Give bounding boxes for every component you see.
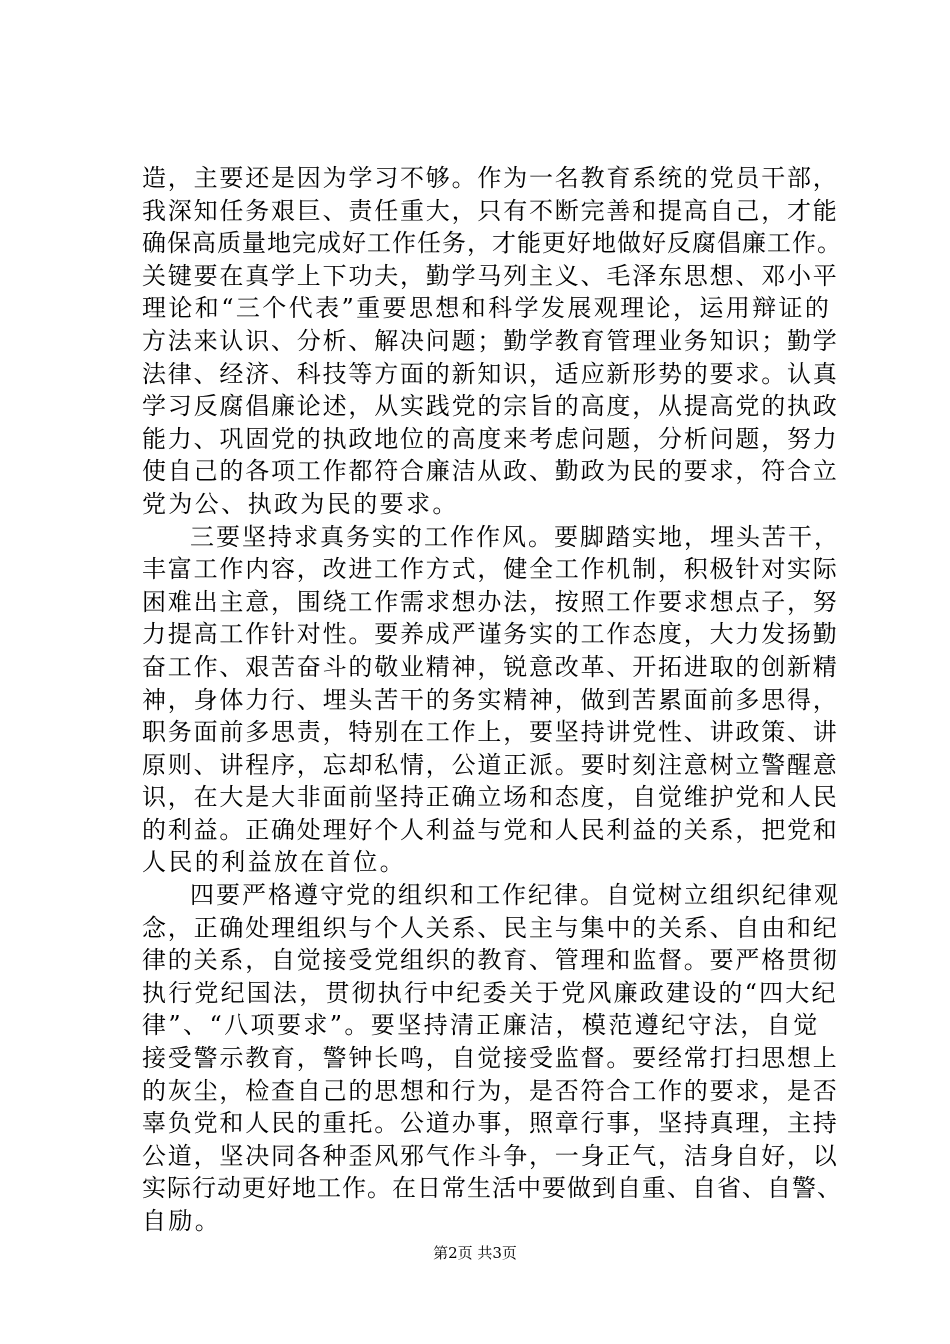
text-line: 方法来认识、分析、解决问题；勤学教育管理业务知识；勤学	[142, 326, 839, 355]
text-line: 党为公、执政为民的要求。	[142, 489, 459, 518]
text-line: 我深知任务艰巨、责任重大，只有不断完善和提高自己，才能	[142, 196, 839, 225]
text-line: 使自己的各项工作都符合廉洁从政、勤政为民的要求，符合立	[142, 457, 839, 486]
text-line: 律的关系，自觉接受党组织的教育、管理和监督。要严格贯彻	[142, 946, 839, 975]
text-line: 的灰尘，检查自己的思想和行为，是否符合工作的要求，是否	[142, 1076, 839, 1105]
text-line: 的利益。正确处理好个人利益与党和人民利益的关系，把党和	[142, 815, 839, 844]
text-line: 学习反腐倡廉论述，从实践党的宗旨的高度，从提高党的执政	[142, 392, 839, 421]
text-line: 公道，坚决同各种歪风邪气作斗争，一身正气，洁身自好，以	[142, 1141, 839, 1170]
text-line: 辜负党和人民的重托。公道办事，照章行事，坚持真理，主持	[142, 1109, 839, 1138]
text-line: 困难出主意，围绕工作需求想办法，按照工作要求想点子，努	[142, 587, 839, 616]
text-line: 奋工作、艰苦奋斗的敬业精神，锐意改革、开拓进取的创新精	[142, 652, 839, 681]
text-line: 原则、讲程序，忘却私情，公道正派。要时刻注意树立警醒意	[142, 750, 839, 779]
text-line: 丰富工作内容，改进工作方式，健全工作机制，积极针对实际	[142, 555, 839, 584]
text-line: 人民的利益放在首位。	[142, 848, 406, 877]
text-line: 造，主要还是因为学习不够。作为一名教育系统的党员干部，	[142, 164, 839, 192]
page-footer: 第2页 共3页	[433, 1244, 517, 1262]
text-line: 念，正确处理组织与个人关系、民主与集中的关系、自由和纪	[142, 913, 839, 942]
text-line: 实际行动更好地工作。在日常生活中要做到自重、自省、自警、	[142, 1174, 842, 1203]
text-line: 识，在大是大非面前坚持正确立场和态度，自觉维护党和人民	[142, 783, 839, 812]
text-line: 力提高工作针对性。要养成严谨务实的工作态度，大力发扬勤	[142, 620, 839, 649]
text-line: 接受警示教育，警钟长鸣，自觉接受监督。要经常打扫思想上	[142, 1044, 839, 1073]
text-line: 理论和“三个代表”重要思想和科学发展观理论，运用辩证的	[142, 294, 832, 323]
text-line: 执行党纪国法，贯彻执行中纪委关于党风廉政建设的“四大纪	[142, 978, 838, 1007]
text-line: 四要严格遵守党的组织和工作纪律。自觉树立组织纪律观	[190, 881, 840, 910]
text-line: 确保高质量地完成好工作任务，才能更好地做好反腐倡廉工作。	[142, 229, 842, 258]
text-line: 能力、巩固党的执政地位的高度来考虑问题，分析问题，努力	[142, 424, 839, 453]
text-line: 神，身体力行、埋头苦干的务实精神，做到苦累面前多思得，	[142, 685, 839, 714]
text-line: 自励。	[142, 1207, 222, 1235]
text-line: 关键要在真学上下功夫，勤学马列主义、毛泽东思想、邓小平	[142, 261, 839, 290]
text-line: 三要坚持求真务实的工作作风。要脚踏实地，埋头苦干，	[190, 522, 840, 551]
text-line: 职务面前多思责，特别在工作上，要坚持讲党性、讲政策、讲	[142, 718, 839, 747]
text-line: 律”、“八项要求”。要坚持清正廉洁，模范遵纪守法，自觉	[142, 1011, 820, 1040]
text-line: 法律、经济、科技等方面的新知识，适应新形势的要求。认真	[142, 359, 839, 388]
document-body	[142, 162, 842, 1238]
